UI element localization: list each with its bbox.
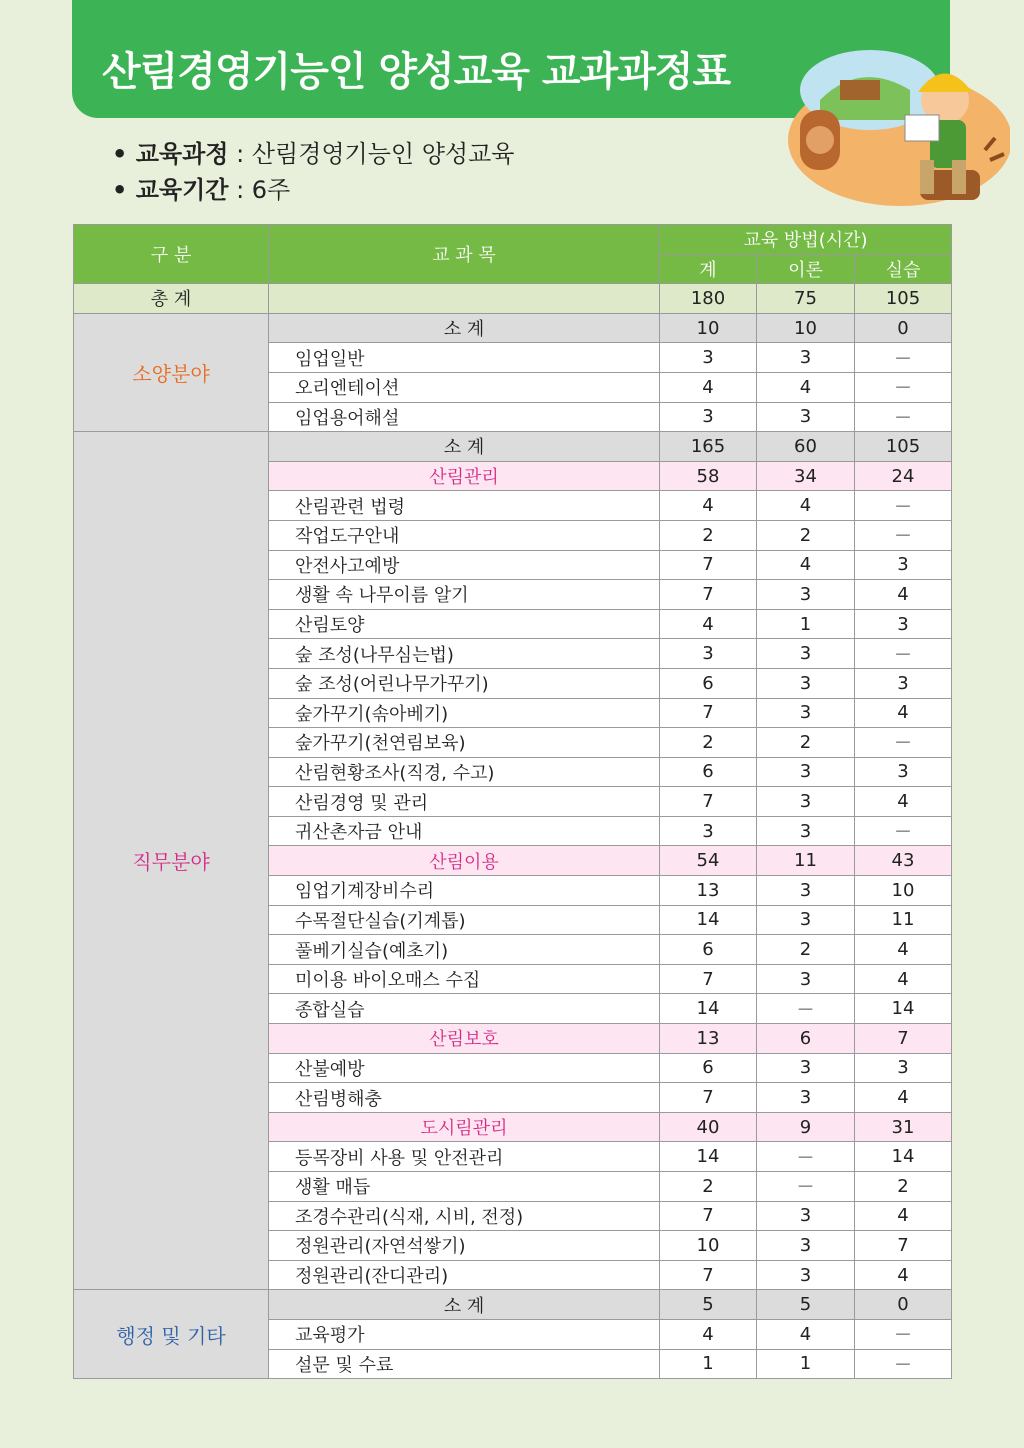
hours-practice: －: [855, 1319, 952, 1349]
subtotal-row: [74, 432, 952, 462]
hours-practice: －: [855, 402, 952, 432]
subject-name: 교육평가: [269, 1319, 660, 1349]
hours-theory: 4: [757, 550, 855, 580]
hours-theory: 3: [757, 816, 855, 846]
subject-name: 임업용어해설: [269, 402, 660, 432]
hours-practice: 3: [855, 1053, 952, 1083]
subject-name: 숲 조성(나무심는법): [269, 639, 660, 669]
group-practice: 24: [855, 461, 952, 491]
subject-name: 작업도구안내: [269, 520, 660, 550]
hours-total: 7: [660, 698, 757, 728]
subtotal-row: [74, 313, 952, 343]
hours-practice: 3: [855, 609, 952, 639]
hours-practice: 11: [855, 905, 952, 935]
hours-total: 6: [660, 1053, 757, 1083]
forest-worker-illustration: [780, 20, 1010, 210]
hours-practice: 7: [855, 1231, 952, 1261]
subtotal-label: 소 계: [269, 1290, 660, 1320]
hours-total: 7: [660, 1201, 757, 1231]
hours-practice: －: [855, 1349, 952, 1379]
grand-total-label: 총 계: [74, 284, 269, 314]
hours-practice: －: [855, 816, 952, 846]
subject-name: 안전사고예방: [269, 550, 660, 580]
hours-total: 3: [660, 343, 757, 373]
hours-total: 7: [660, 1260, 757, 1290]
curriculum-table: [73, 224, 952, 1379]
hours-theory: 3: [757, 698, 855, 728]
grand-total-row: [74, 284, 952, 314]
hours-total: 2: [660, 1172, 757, 1202]
hours-theory: 2: [757, 935, 855, 965]
hours-theory: 1: [757, 1349, 855, 1379]
hours-theory: 4: [757, 372, 855, 402]
hours-total: 6: [660, 668, 757, 698]
group-practice: 31: [855, 1112, 952, 1142]
hours-theory: 3: [757, 757, 855, 787]
hours-total: 7: [660, 1083, 757, 1113]
hours-practice: 3: [855, 668, 952, 698]
grand-total-theory: 75: [757, 284, 855, 314]
hours-theory: 3: [757, 876, 855, 906]
subtotal-theory: 60: [757, 432, 855, 462]
hours-theory: 3: [757, 1260, 855, 1290]
hours-theory: －: [757, 1142, 855, 1172]
hours-total: 7: [660, 580, 757, 610]
subject-name: 정원관리(잔디관리): [269, 1260, 660, 1290]
group-theory: 6: [757, 1024, 855, 1054]
subject-name: 설문 및 수료: [269, 1349, 660, 1379]
info-period-value: : 6주: [228, 176, 291, 204]
hours-total: 13: [660, 876, 757, 906]
hours-total: 6: [660, 935, 757, 965]
subject-name: 숲가꾸기(천연림보육): [269, 728, 660, 758]
category-cell: 소양분야: [74, 313, 269, 431]
group-name: 산림관리: [269, 461, 660, 491]
hours-total: 7: [660, 787, 757, 817]
hours-practice: 3: [855, 757, 952, 787]
group-name: 산림보호: [269, 1024, 660, 1054]
group-name: 산림이용: [269, 846, 660, 876]
grand-total-blank: [269, 284, 660, 314]
subtotal-total: 165: [660, 432, 757, 462]
group-name: 도시림관리: [269, 1112, 660, 1142]
subject-name: 종합실습: [269, 994, 660, 1024]
course-info: [112, 136, 514, 208]
subtotal-total: 10: [660, 313, 757, 343]
hours-theory: 1: [757, 609, 855, 639]
header-subject: 교 과 목: [269, 225, 660, 284]
hours-practice: －: [855, 520, 952, 550]
info-course-value: : 산림경영기능인 양성교육: [228, 140, 515, 168]
hours-total: 1: [660, 1349, 757, 1379]
hours-total: 14: [660, 1142, 757, 1172]
header-method: 교육 방법(시간): [660, 225, 952, 255]
hours-practice: 14: [855, 1142, 952, 1172]
subject-name: 임업기계장비수리: [269, 876, 660, 906]
category-cell: 행정 및 기타: [74, 1290, 269, 1379]
hours-total: 3: [660, 816, 757, 846]
page-title: 산림경영기능인 양성교육 교과과정표: [102, 49, 731, 95]
group-total: 13: [660, 1024, 757, 1054]
hours-theory: 3: [757, 787, 855, 817]
subject-name: 산불예방: [269, 1053, 660, 1083]
header-practice: 실습: [855, 254, 952, 284]
group-theory: 34: [757, 461, 855, 491]
hours-theory: 3: [757, 1083, 855, 1113]
hours-theory: 3: [757, 1053, 855, 1083]
header-theory: 이론: [757, 254, 855, 284]
subject-name: 산림병해충: [269, 1083, 660, 1113]
hours-total: 7: [660, 964, 757, 994]
hours-practice: 4: [855, 935, 952, 965]
header-category: 구 분: [74, 225, 269, 284]
subtotal-practice: 0: [855, 1290, 952, 1320]
subtotal-practice: 0: [855, 313, 952, 343]
hours-practice: 4: [855, 1260, 952, 1290]
hours-theory: 3: [757, 964, 855, 994]
hours-theory: 4: [757, 1319, 855, 1349]
hours-theory: 3: [757, 639, 855, 669]
hours-practice: 4: [855, 1083, 952, 1113]
subject-name: 귀산촌자금 안내: [269, 816, 660, 846]
subject-name: 풀베기실습(예초기): [269, 935, 660, 965]
hours-theory: 3: [757, 905, 855, 935]
hours-theory: 2: [757, 728, 855, 758]
hours-practice: －: [855, 343, 952, 373]
subtotal-label: 소 계: [269, 313, 660, 343]
hours-theory: 3: [757, 668, 855, 698]
group-practice: 43: [855, 846, 952, 876]
grand-total-practice: 105: [855, 284, 952, 314]
subject-name: 오리엔테이션: [269, 372, 660, 402]
subject-name: 산림경영 및 관리: [269, 787, 660, 817]
hours-practice: －: [855, 372, 952, 402]
subtotal-label: 소 계: [269, 432, 660, 462]
info-course-label: • 교육과정: [112, 140, 229, 168]
hours-practice: 4: [855, 698, 952, 728]
category-cell: 직무분야: [74, 432, 269, 1290]
subject-name: 수목절단실습(기계톱): [269, 905, 660, 935]
hours-total: 6: [660, 757, 757, 787]
subject-name: 산림토양: [269, 609, 660, 639]
subtotal-theory: 10: [757, 313, 855, 343]
hours-total: 2: [660, 728, 757, 758]
subject-name: 숲 조성(어린나무가꾸기): [269, 668, 660, 698]
subject-name: 미이용 바이오매스 수집: [269, 964, 660, 994]
subject-name: 생활 매듭: [269, 1172, 660, 1202]
hours-theory: 2: [757, 520, 855, 550]
hours-total: 4: [660, 372, 757, 402]
subtotal-row: [74, 1290, 952, 1320]
hours-total: 4: [660, 491, 757, 521]
subject-name: 산림현황조사(직경, 수고): [269, 757, 660, 787]
subtotal-theory: 5: [757, 1290, 855, 1320]
subject-name: 정원관리(자연석쌓기): [269, 1231, 660, 1261]
hours-theory: －: [757, 1172, 855, 1202]
grand-total-total: 180: [660, 284, 757, 314]
subject-name: 조경수관리(식재, 시비, 전정): [269, 1201, 660, 1231]
hours-theory: 3: [757, 580, 855, 610]
subject-name: 임업일반: [269, 343, 660, 373]
hours-practice: 4: [855, 1201, 952, 1231]
hours-total: 3: [660, 402, 757, 432]
hours-practice: －: [855, 491, 952, 521]
group-theory: 11: [757, 846, 855, 876]
hours-total: 14: [660, 994, 757, 1024]
subject-name: 등목장비 사용 및 안전관리: [269, 1142, 660, 1172]
hours-theory: 3: [757, 343, 855, 373]
group-practice: 7: [855, 1024, 952, 1054]
hours-practice: 14: [855, 994, 952, 1024]
hours-total: 4: [660, 1319, 757, 1349]
hours-practice: 2: [855, 1172, 952, 1202]
info-course: [112, 136, 514, 172]
hours-practice: 10: [855, 876, 952, 906]
hours-theory: 3: [757, 1231, 855, 1261]
group-total: 54: [660, 846, 757, 876]
hours-theory: 4: [757, 491, 855, 521]
group-total: 40: [660, 1112, 757, 1142]
hours-practice: 4: [855, 964, 952, 994]
hours-total: 7: [660, 550, 757, 580]
hours-theory: －: [757, 994, 855, 1024]
group-total: 58: [660, 461, 757, 491]
header-total: 계: [660, 254, 757, 284]
info-period-label: • 교육기간: [112, 176, 229, 204]
hours-total: 10: [660, 1231, 757, 1261]
subject-name: 숲가꾸기(솎아베기): [269, 698, 660, 728]
hours-total: 14: [660, 905, 757, 935]
subject-name: 산림관련 법령: [269, 491, 660, 521]
hours-total: 2: [660, 520, 757, 550]
hours-practice: －: [855, 728, 952, 758]
hours-theory: 3: [757, 1201, 855, 1231]
subtotal-total: 5: [660, 1290, 757, 1320]
info-period: [112, 172, 514, 208]
hours-theory: 3: [757, 402, 855, 432]
hours-practice: 4: [855, 787, 952, 817]
subtotal-practice: 105: [855, 432, 952, 462]
hours-practice: －: [855, 639, 952, 669]
hours-total: 4: [660, 609, 757, 639]
hours-total: 3: [660, 639, 757, 669]
subject-name: 생활 속 나무이름 알기: [269, 580, 660, 610]
hours-practice: 4: [855, 580, 952, 610]
group-theory: 9: [757, 1112, 855, 1142]
hours-practice: 3: [855, 550, 952, 580]
